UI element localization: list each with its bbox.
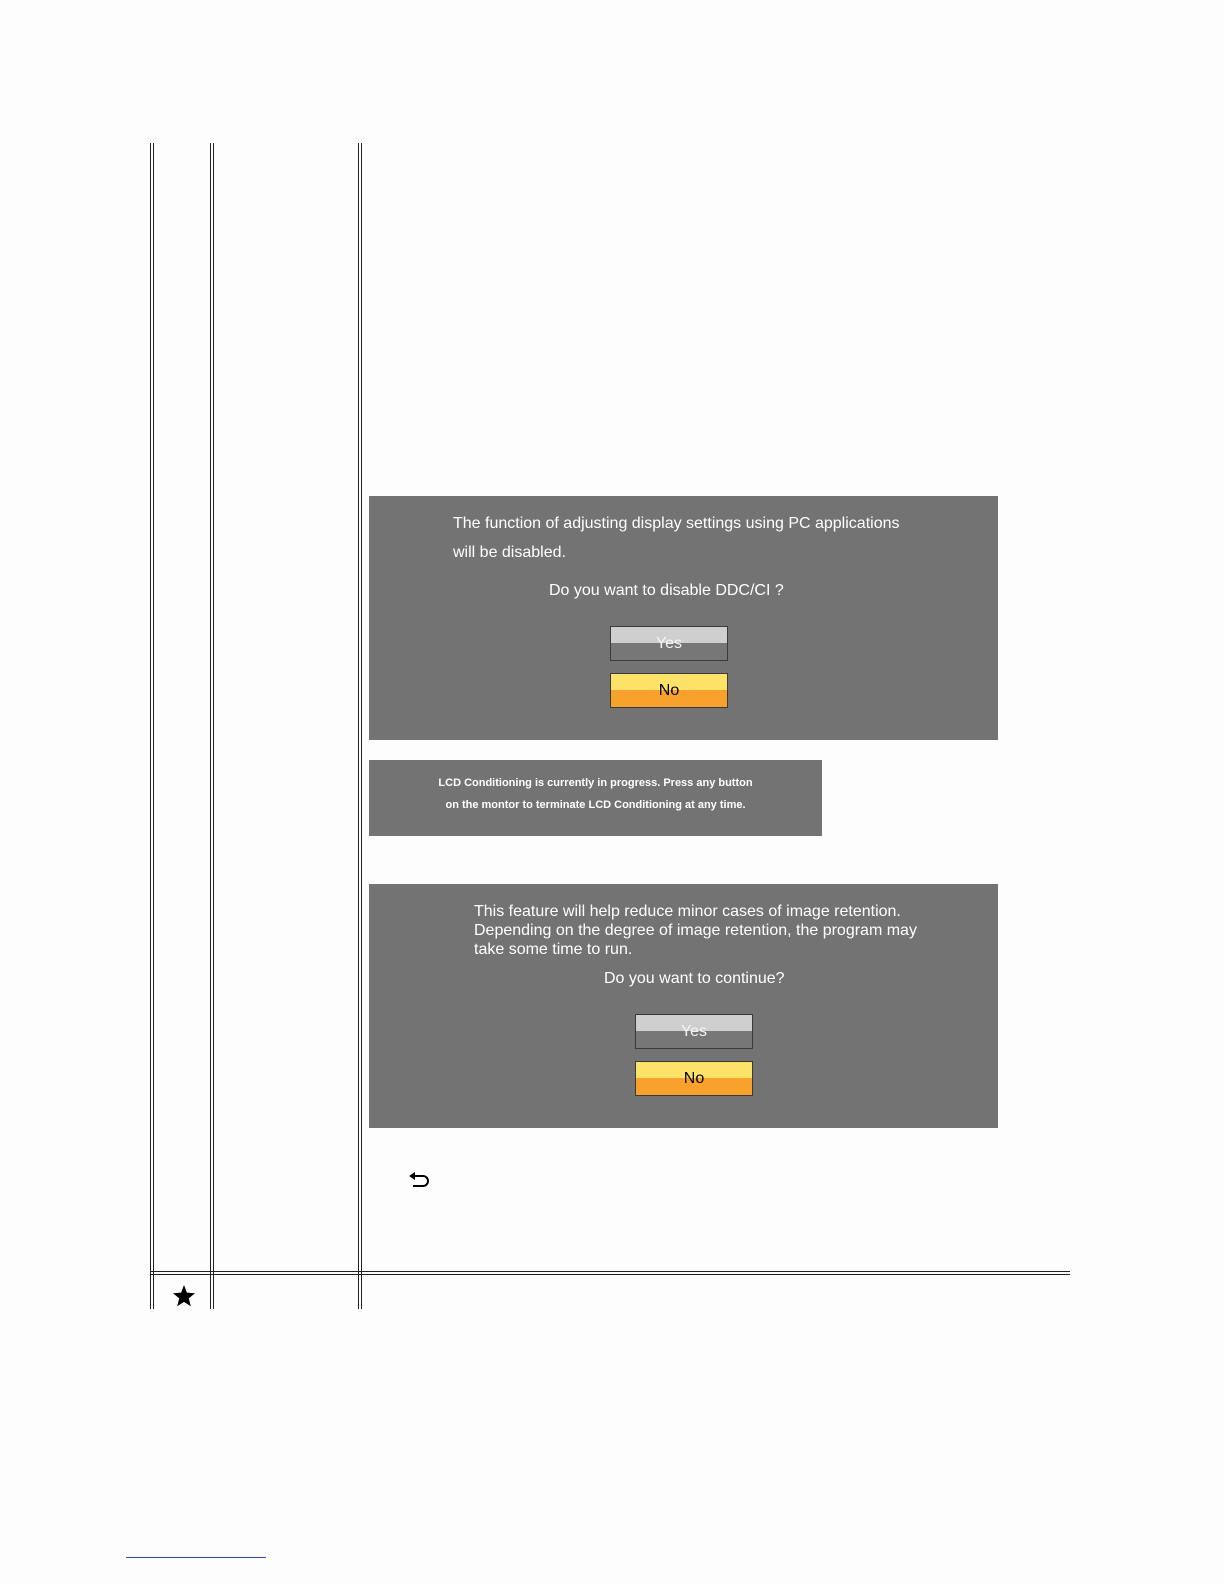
ddc-ci-question: Do you want to disable DDC/CI ? [549, 582, 784, 599]
table-row-divider [150, 1271, 1070, 1275]
ddc-ci-message-line1: The function of adjusting display settings using PC applications [453, 515, 900, 532]
image-retention-yes-button[interactable]: Yes [635, 1014, 753, 1049]
lcd-conditioning-banner [369, 760, 822, 836]
star-icon [172, 1284, 196, 1308]
ddc-ci-dialog [369, 496, 998, 740]
ddc-ci-message-line2: will be disabled. [453, 544, 566, 561]
table-column-divider-2 [358, 143, 362, 1309]
image-retention-line2: Depending on the degree of image retention, the program may [474, 922, 917, 939]
image-retention-no-button[interactable]: No [635, 1061, 753, 1096]
back-arrow-icon [408, 1170, 432, 1190]
footer-link-underline[interactable] [126, 1557, 266, 1558]
table-left-border [150, 143, 154, 1309]
image-retention-question: Do you want to continue? [604, 970, 785, 987]
ddc-ci-no-button[interactable]: No [610, 673, 728, 708]
lcd-conditioning-line2: on the montor to terminate LCD Conditioning at any time. [445, 799, 746, 811]
image-retention-dialog [369, 884, 998, 1128]
lcd-conditioning-line1: LCD Conditioning is currently in progress. Press any button [438, 777, 753, 789]
ddc-ci-yes-button[interactable]: Yes [610, 626, 728, 661]
image-retention-line3: take some time to run. [474, 941, 633, 958]
table-column-divider-1 [210, 143, 214, 1309]
image-retention-line1: This feature will help reduce minor cases of image retention. [474, 903, 901, 920]
